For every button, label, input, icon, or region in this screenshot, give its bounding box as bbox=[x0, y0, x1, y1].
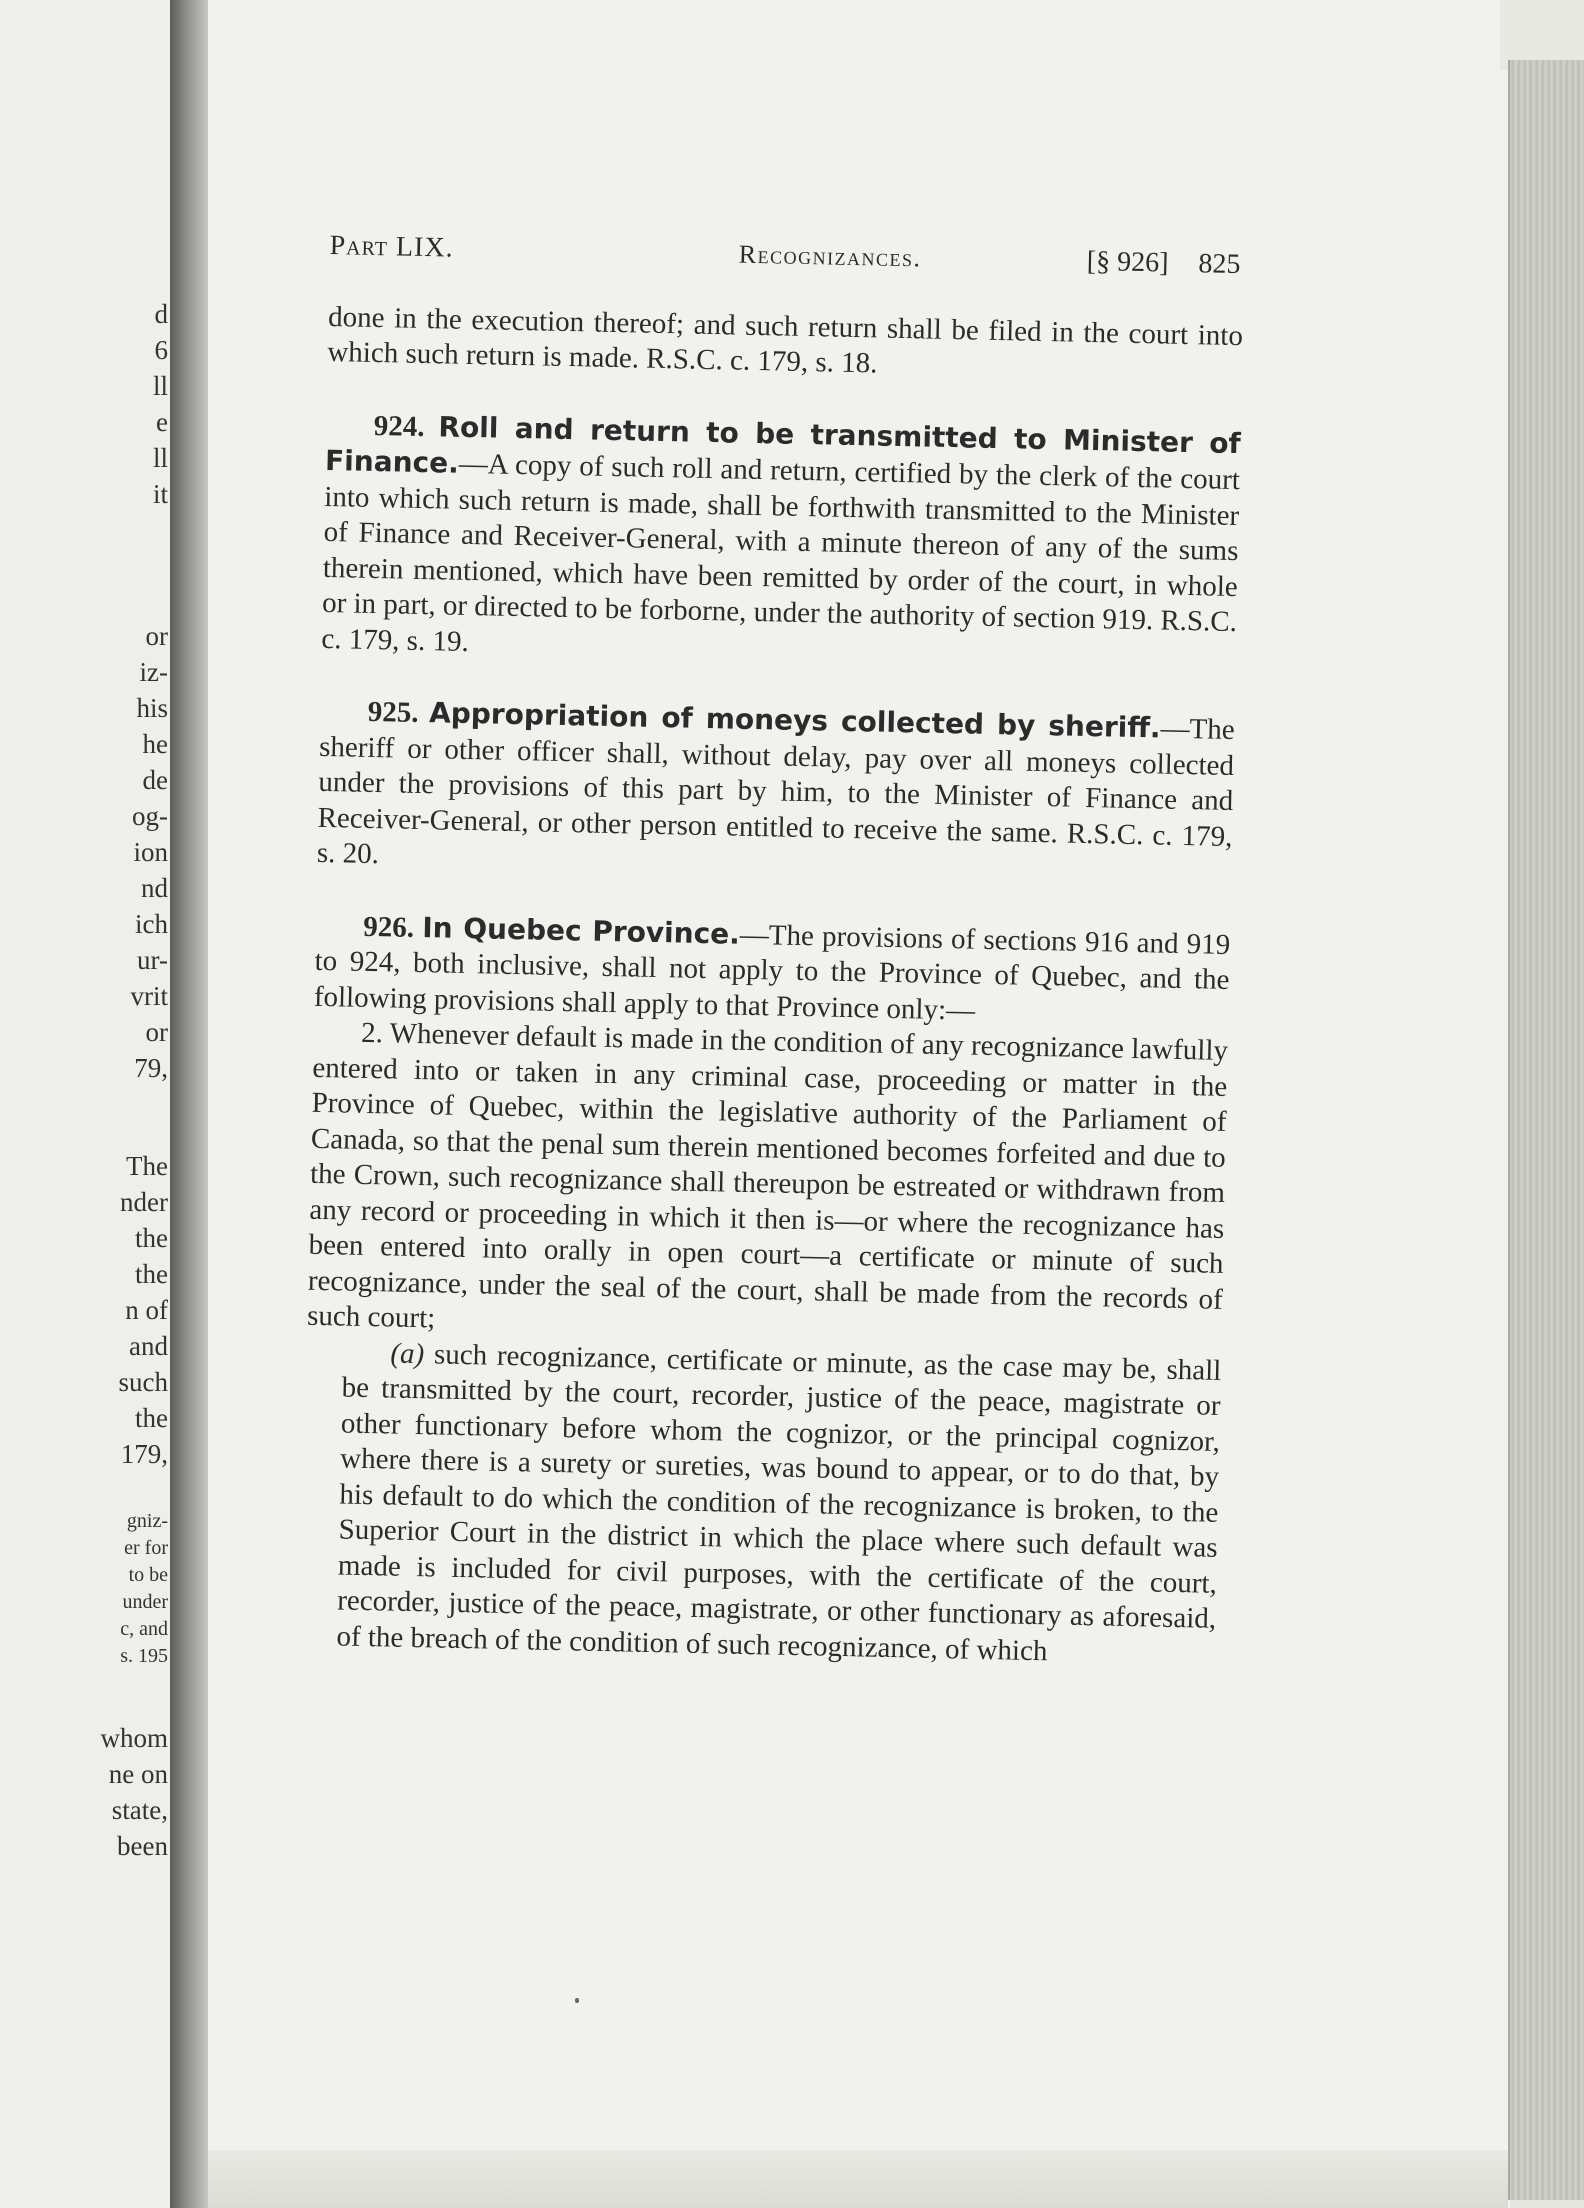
section-number: 926. bbox=[363, 910, 415, 944]
margin-fragment: it bbox=[152, 479, 168, 509]
margin-fragment: ur- bbox=[137, 945, 168, 975]
margin-fragment: s. 195 bbox=[120, 1645, 168, 1667]
margin-fragment: state, bbox=[111, 1795, 168, 1825]
header-part: Part LIX. bbox=[329, 229, 454, 264]
margin-fragment: ich bbox=[135, 909, 168, 939]
margin-fragment: nder bbox=[120, 1187, 168, 1217]
margin-fragment: under bbox=[122, 1591, 168, 1613]
margin-fragment: 79, bbox=[134, 1053, 168, 1083]
margin-fragment: e bbox=[156, 407, 168, 437]
header-section: [§ 926] bbox=[1086, 245, 1169, 279]
clause-text: such recognizance, certificate or minute, as the case may be, shall be transmitted by the court, recorder, justice of the peace, magistrate or other functionary before whom the cognizor, or the principal cognizor, where there is a surety or sureties, was bound to appear, or to do that, by his default to do which the condition of the recognizance is broken, to the Superior Court in the district in which the place where such default was made is included for civil purposes, with the certificate of the court, recorder, justice of the peace, magistrate, or other functionary as aforesaid, of the breach of the condition of such recognizance, of which bbox=[336, 1337, 1222, 1667]
margin-fragment: gniz- bbox=[126, 1510, 168, 1532]
margin-fragment: c, and bbox=[120, 1618, 168, 1640]
margin-fragment: de bbox=[142, 765, 168, 795]
section-heading: In Quebec Province. bbox=[421, 910, 741, 951]
margin-fragment: ion bbox=[133, 837, 168, 867]
page-number: 825 bbox=[1198, 248, 1241, 281]
margin-fragment: 179, bbox=[120, 1439, 168, 1469]
margin-fragment: he bbox=[142, 729, 168, 759]
section-number: 925. bbox=[367, 695, 419, 729]
margin-fragment: his bbox=[136, 693, 168, 723]
facing-page bbox=[0, 0, 178, 2208]
margin-fragment: and bbox=[129, 1331, 168, 1361]
margin-fragment: iz- bbox=[139, 657, 168, 687]
margin-fragment: whom bbox=[100, 1723, 168, 1753]
margin-fragment: d bbox=[154, 299, 168, 329]
margin-fragment: ne on bbox=[108, 1759, 168, 1789]
section-925 bbox=[317, 693, 1236, 891]
page-bottom bbox=[208, 2150, 1508, 2208]
section-heading: Roll and return to be transmitted to Minister of Finance. bbox=[324, 409, 1242, 480]
section-926 bbox=[314, 907, 1231, 1034]
margin-fragment: to be bbox=[128, 1564, 168, 1586]
margin-fragments-2 bbox=[0, 618, 168, 1086]
margin-fragment: ll bbox=[152, 371, 168, 401]
margin-fragment: og- bbox=[132, 801, 168, 831]
margin-fragment: or bbox=[145, 621, 168, 651]
margin-fragment: the bbox=[135, 1223, 168, 1253]
section-number: 924. bbox=[373, 409, 425, 443]
scan-speck bbox=[575, 1998, 579, 2003]
section-body: —A copy of such roll and return, certified by the clerk of the court into which such return is made, shall be forthwith transmitted to the Minister of Finance and Receiver-General, with a minute thereon of any of the sums therein mentioned, which have been remitted by order of the court, in whole or in part, or directed to be forborne, under the authority of section 919. R.S.C. c. 179, s. 19. bbox=[321, 447, 1241, 658]
margin-fragment: been bbox=[117, 1831, 168, 1861]
section-924 bbox=[321, 406, 1241, 676]
margin-notes bbox=[0, 1508, 168, 1670]
clause-a bbox=[336, 1335, 1221, 1673]
section-heading: Appropriation of moneys collected by sheriff. bbox=[428, 696, 1161, 745]
margin-fragments-1 bbox=[0, 296, 168, 512]
section-body: —The provisions of sections 916 and 919 to 924, both inclusive, shall not apply to the Province of Quebec, and the following provisions shall apply to that Province only:— bbox=[313, 918, 1231, 1027]
header-title: Recognizances. bbox=[738, 239, 922, 273]
section-body: —The sheriff or other officer shall, without delay, pay over all moneys collected under the provisions of this part by him, to the Minister of Finance and Receiver-General, or other person entitled to receive the same. R.S.C. c. 179, s. 20. bbox=[316, 712, 1236, 871]
subsection-2: 2. Whenever default is made in the condition of any recognizance lawfully entered into or taken in any criminal case, proceeding or matter in the Province of Quebec, within the legislative authority of the Parliament of Canada, so that the penal sum therein mentioned becomes forfeited and due to the Crown, such recognizance shall thereupon be estreated or withdrawn from any record or proceeding in which it then is—or where the recognizance has been entered into orally in open court—a certificate or minute of such recognizance, under the seal of the court, shall be made from the records of such court; bbox=[306, 1016, 1229, 1335]
margin-fragment: er for bbox=[124, 1537, 168, 1559]
page-edges bbox=[1508, 60, 1584, 2200]
margin-fragment: such bbox=[118, 1367, 168, 1397]
header-right bbox=[1086, 244, 1240, 283]
margin-fragment: or bbox=[145, 1017, 168, 1047]
margin-fragments-4 bbox=[0, 1720, 168, 1864]
text-block bbox=[300, 228, 1245, 1673]
clause-label: (a) bbox=[390, 1337, 425, 1370]
book-gutter bbox=[170, 0, 212, 2208]
margin-fragment: n of bbox=[125, 1295, 168, 1325]
margin-fragments-3 bbox=[0, 1148, 168, 1472]
margin-fragment: vrit bbox=[130, 981, 168, 1011]
margin-fragment: nd bbox=[141, 873, 168, 903]
margin-fragment: ll bbox=[152, 443, 168, 473]
margin-fragment: the bbox=[135, 1403, 168, 1433]
margin-fragment: 6 bbox=[154, 335, 168, 365]
margin-fragment: the bbox=[135, 1259, 168, 1289]
continuation-text: done in the execution thereof; and such return shall be filed in the court into which such return is made. R.S.C. c. 179, s. 18. bbox=[327, 300, 1244, 380]
margin-fragment: The bbox=[126, 1151, 168, 1181]
